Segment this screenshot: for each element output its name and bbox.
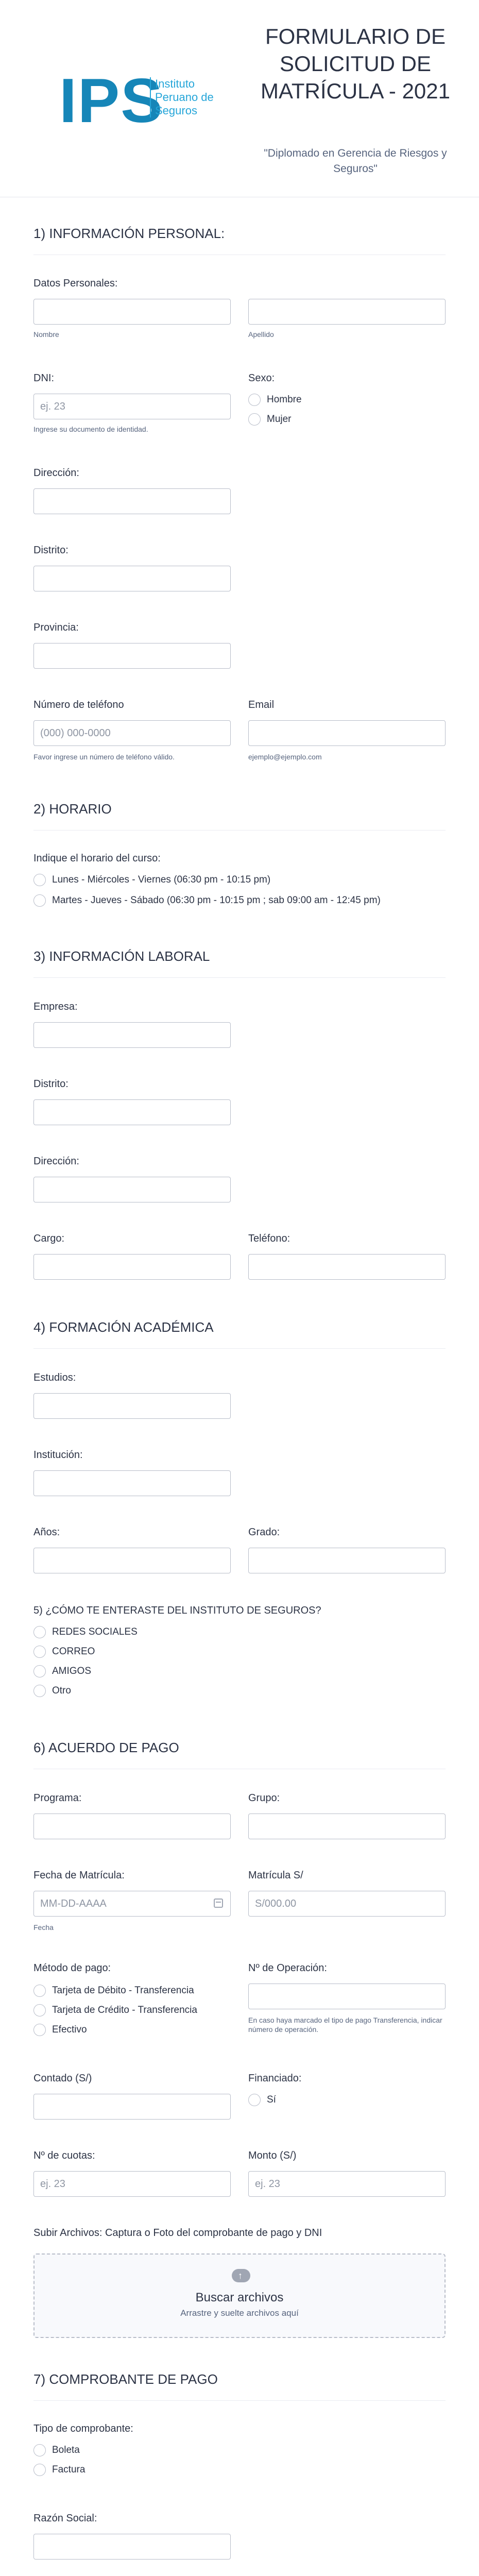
radio-button[interactable] <box>33 2024 46 2036</box>
enteraste-option-amigos[interactable] <box>33 1664 91 1679</box>
section-7-title: 7) COMPROBANTE DE PAGO <box>33 2371 218 2387</box>
matricula-label: Matrícula S/ <box>248 1870 303 1881</box>
radio-label: Otro <box>52 1685 71 1696</box>
horario-option-2[interactable] <box>33 893 381 908</box>
radio-label: Lunes - Miércoles - Viernes (06:30 pm - 10:15 pm) <box>52 874 271 885</box>
section-3-title: 3) INFORMACIÓN LABORAL <box>33 948 210 964</box>
metodo-option-credito[interactable] <box>33 2003 197 2018</box>
provincia-input[interactable] <box>33 643 231 669</box>
empresa-label: Empresa: <box>33 1001 78 1012</box>
radio-button[interactable] <box>33 2444 46 2456</box>
cargo-input[interactable] <box>33 1254 231 1280</box>
anos-label: Años: <box>33 1527 60 1538</box>
form-title: FORMULARIO DE SOLICITUD DE MATRÍCULA - 2021 <box>260 24 450 103</box>
nombre-input[interactable] <box>33 299 231 325</box>
institucion-label: Institución: <box>33 1449 83 1461</box>
operacion-input[interactable] <box>248 1984 446 2009</box>
fecha-placeholder: MM-DD-AAAA <box>40 1898 107 1909</box>
radio-label: Sí <box>267 2094 276 2105</box>
tipo-comprobante-label: Tipo de comprobante: <box>33 2423 133 2434</box>
programa-input[interactable] <box>33 1814 231 1839</box>
telefono-label: Número de teléfono <box>33 699 124 710</box>
upload-subtitle: Arrastre y suelte archivos aquí <box>180 2308 299 2318</box>
contado-input[interactable] <box>33 2094 231 2120</box>
upload-title[interactable]: Buscar archivos <box>195 2291 284 2304</box>
radio-button[interactable] <box>33 1626 46 1638</box>
radio-button[interactable] <box>248 394 261 406</box>
distrito-laboral-label: Distrito: <box>33 1078 69 1090</box>
telefono-laboral-label: Teléfono: <box>248 1233 290 1244</box>
direccion-laboral-input[interactable] <box>33 1177 231 1202</box>
file-upload-dropzone[interactable] <box>33 2253 446 2338</box>
operacion-label: Nº de Operación: <box>248 1962 327 1974</box>
email-input[interactable] <box>248 720 446 746</box>
programa-label: Programa: <box>33 1792 82 1804</box>
radio-label: REDES SOCIALES <box>52 1626 138 1637</box>
radio-label: Hombre <box>267 394 302 405</box>
telefono-laboral-input[interactable] <box>248 1254 446 1280</box>
grupo-input[interactable] <box>248 1814 446 1839</box>
grado-input[interactable] <box>248 1548 446 1573</box>
email-sublabel: ejemplo@ejemplo.com <box>248 753 322 761</box>
apellido-input[interactable] <box>248 299 446 325</box>
fecha-matricula-label: Fecha de Matrícula: <box>33 1870 125 1881</box>
metodo-pago-label: Método de pago: <box>33 1962 111 1974</box>
grupo-label: Grupo: <box>248 1792 280 1804</box>
radio-button[interactable] <box>33 2004 46 2016</box>
metodo-option-debito[interactable] <box>33 1984 194 1998</box>
cloud-upload-icon <box>232 2269 250 2282</box>
radio-label: AMIGOS <box>52 1666 92 1676</box>
tipo-option-boleta[interactable] <box>33 2443 80 2458</box>
radio-label: CORREO <box>52 1646 95 1657</box>
dni-input[interactable]: ej. 23 <box>33 394 231 419</box>
radio-button[interactable] <box>33 2464 46 2476</box>
cuotas-label: Nº de cuotas: <box>33 2150 95 2161</box>
section-6-title: 6) ACUERDO DE PAGO <box>33 1740 179 1755</box>
telefono-input[interactable]: (000) 000-0000 <box>33 720 231 746</box>
radio-label: Boleta <box>52 2445 80 2455</box>
contado-label: Contado (S/) <box>33 2073 92 2084</box>
matricula-input[interactable]: S/000.00 <box>248 1891 446 1917</box>
radio-button[interactable] <box>33 1646 46 1658</box>
distrito-input[interactable] <box>33 566 231 591</box>
radio-label: Martes - Jueves - Sábado (06:30 pm - 10:15 pm ; sab 09:00 am - 12:45 pm) <box>52 895 381 906</box>
operacion-sublabel: En caso haya marcado el tipo de pago Transferencia, indicar número de operación. <box>248 2016 442 2033</box>
radio-button[interactable] <box>33 1665 46 1677</box>
sexo-option-hombre[interactable] <box>248 393 302 407</box>
metodo-option-efectivo[interactable] <box>33 2023 87 2037</box>
direccion-laboral-label: Dirección: <box>33 1156 79 1167</box>
financiado-label: Financiado: <box>248 2073 302 2084</box>
radio-button[interactable] <box>33 1685 46 1697</box>
form-subtitle: "Diplomado en Gerencia de Riesgos y Seguros" <box>264 147 447 175</box>
nombre-sublabel: Nombre <box>33 330 59 338</box>
datos-personales-label: Datos Personales: <box>33 278 118 289</box>
direccion-label: Dirección: <box>33 467 79 479</box>
monto-input[interactable]: ej. 23 <box>248 2171 446 2197</box>
estudios-label: Estudios: <box>33 1372 76 1383</box>
radio-button[interactable] <box>33 1985 46 1997</box>
sexo-option-mujer[interactable] <box>248 412 292 427</box>
radio-button[interactable] <box>248 2094 261 2106</box>
radio-button[interactable] <box>33 894 46 907</box>
radio-label: Tarjeta de Crédito - Transferencia <box>52 2005 197 2015</box>
como-te-enteraste-label: 5) ¿CÓMO TE ENTERASTE DEL INSTITUTO DE SEGUROS? <box>33 1605 321 1616</box>
section-2-title: 2) HORARIO <box>33 801 112 817</box>
institucion-input[interactable] <box>33 1470 231 1496</box>
provincia-label: Provincia: <box>33 622 79 633</box>
distrito-laboral-input[interactable] <box>33 1099 231 1125</box>
distrito-label: Distrito: <box>33 545 69 556</box>
section-4-title: 4) FORMACIÓN ACADÉMICA <box>33 1319 214 1335</box>
enteraste-option-redes[interactable] <box>33 1625 138 1639</box>
section-divider <box>33 977 446 978</box>
calendar-icon[interactable] <box>214 1899 223 1908</box>
radio-label: Mujer <box>267 414 292 425</box>
fecha-sublabel: Fecha <box>33 1923 54 1931</box>
estudios-input[interactable] <box>33 1393 231 1419</box>
section-divider <box>33 830 446 831</box>
section-divider <box>33 2400 446 2401</box>
empresa-input[interactable] <box>33 1022 231 1048</box>
horario-label: Indique el horario del curso: <box>33 853 161 864</box>
sexo-label: Sexo: <box>248 372 275 384</box>
radio-label: Tarjeta de Débito - Transferencia <box>52 1985 194 1996</box>
monto-label: Monto (S/) <box>248 2150 297 2161</box>
grado-label: Grado: <box>248 1527 280 1538</box>
radio-label: Efectivo <box>52 2024 87 2035</box>
financiado-option-si[interactable] <box>248 2093 276 2107</box>
enteraste-option-otro[interactable] <box>33 1684 71 1698</box>
radio-button[interactable] <box>33 874 46 886</box>
email-label: Email <box>248 699 275 710</box>
fecha-matricula-input[interactable] <box>33 1891 231 1917</box>
dni-label: DNI: <box>33 372 54 384</box>
razon-social-input[interactable] <box>33 2534 231 2560</box>
dni-sublabel: Ingrese su documento de identidad. <box>33 425 148 433</box>
direccion-input[interactable] <box>33 488 231 514</box>
anos-input[interactable] <box>33 1548 231 1573</box>
subir-archivos-label: Subir Archivos: Captura o Foto del comprobante de pago y DNI <box>33 2227 322 2239</box>
radio-label: Factura <box>52 2464 85 2475</box>
cargo-label: Cargo: <box>33 1233 65 1244</box>
logo-text: IPS <box>59 65 164 135</box>
cuotas-input[interactable]: ej. 23 <box>33 2171 231 2197</box>
telefono-sublabel: Favor ingrese un número de teléfono válido. <box>33 753 175 761</box>
apellido-sublabel: Apellido <box>248 330 274 338</box>
ips-logo <box>59 65 224 135</box>
horario-option-1[interactable] <box>33 873 270 887</box>
razon-social-label: Razón Social: <box>33 2513 97 2524</box>
enteraste-option-correo[interactable] <box>33 1645 95 1659</box>
section-divider <box>33 1348 446 1349</box>
tipo-option-factura[interactable] <box>33 2463 85 2477</box>
section-1-title: 1) INFORMACIÓN PERSONAL: <box>33 226 225 241</box>
radio-button[interactable] <box>248 413 261 426</box>
logo-subtext: Instituto Peruano de Seguros <box>150 77 227 117</box>
